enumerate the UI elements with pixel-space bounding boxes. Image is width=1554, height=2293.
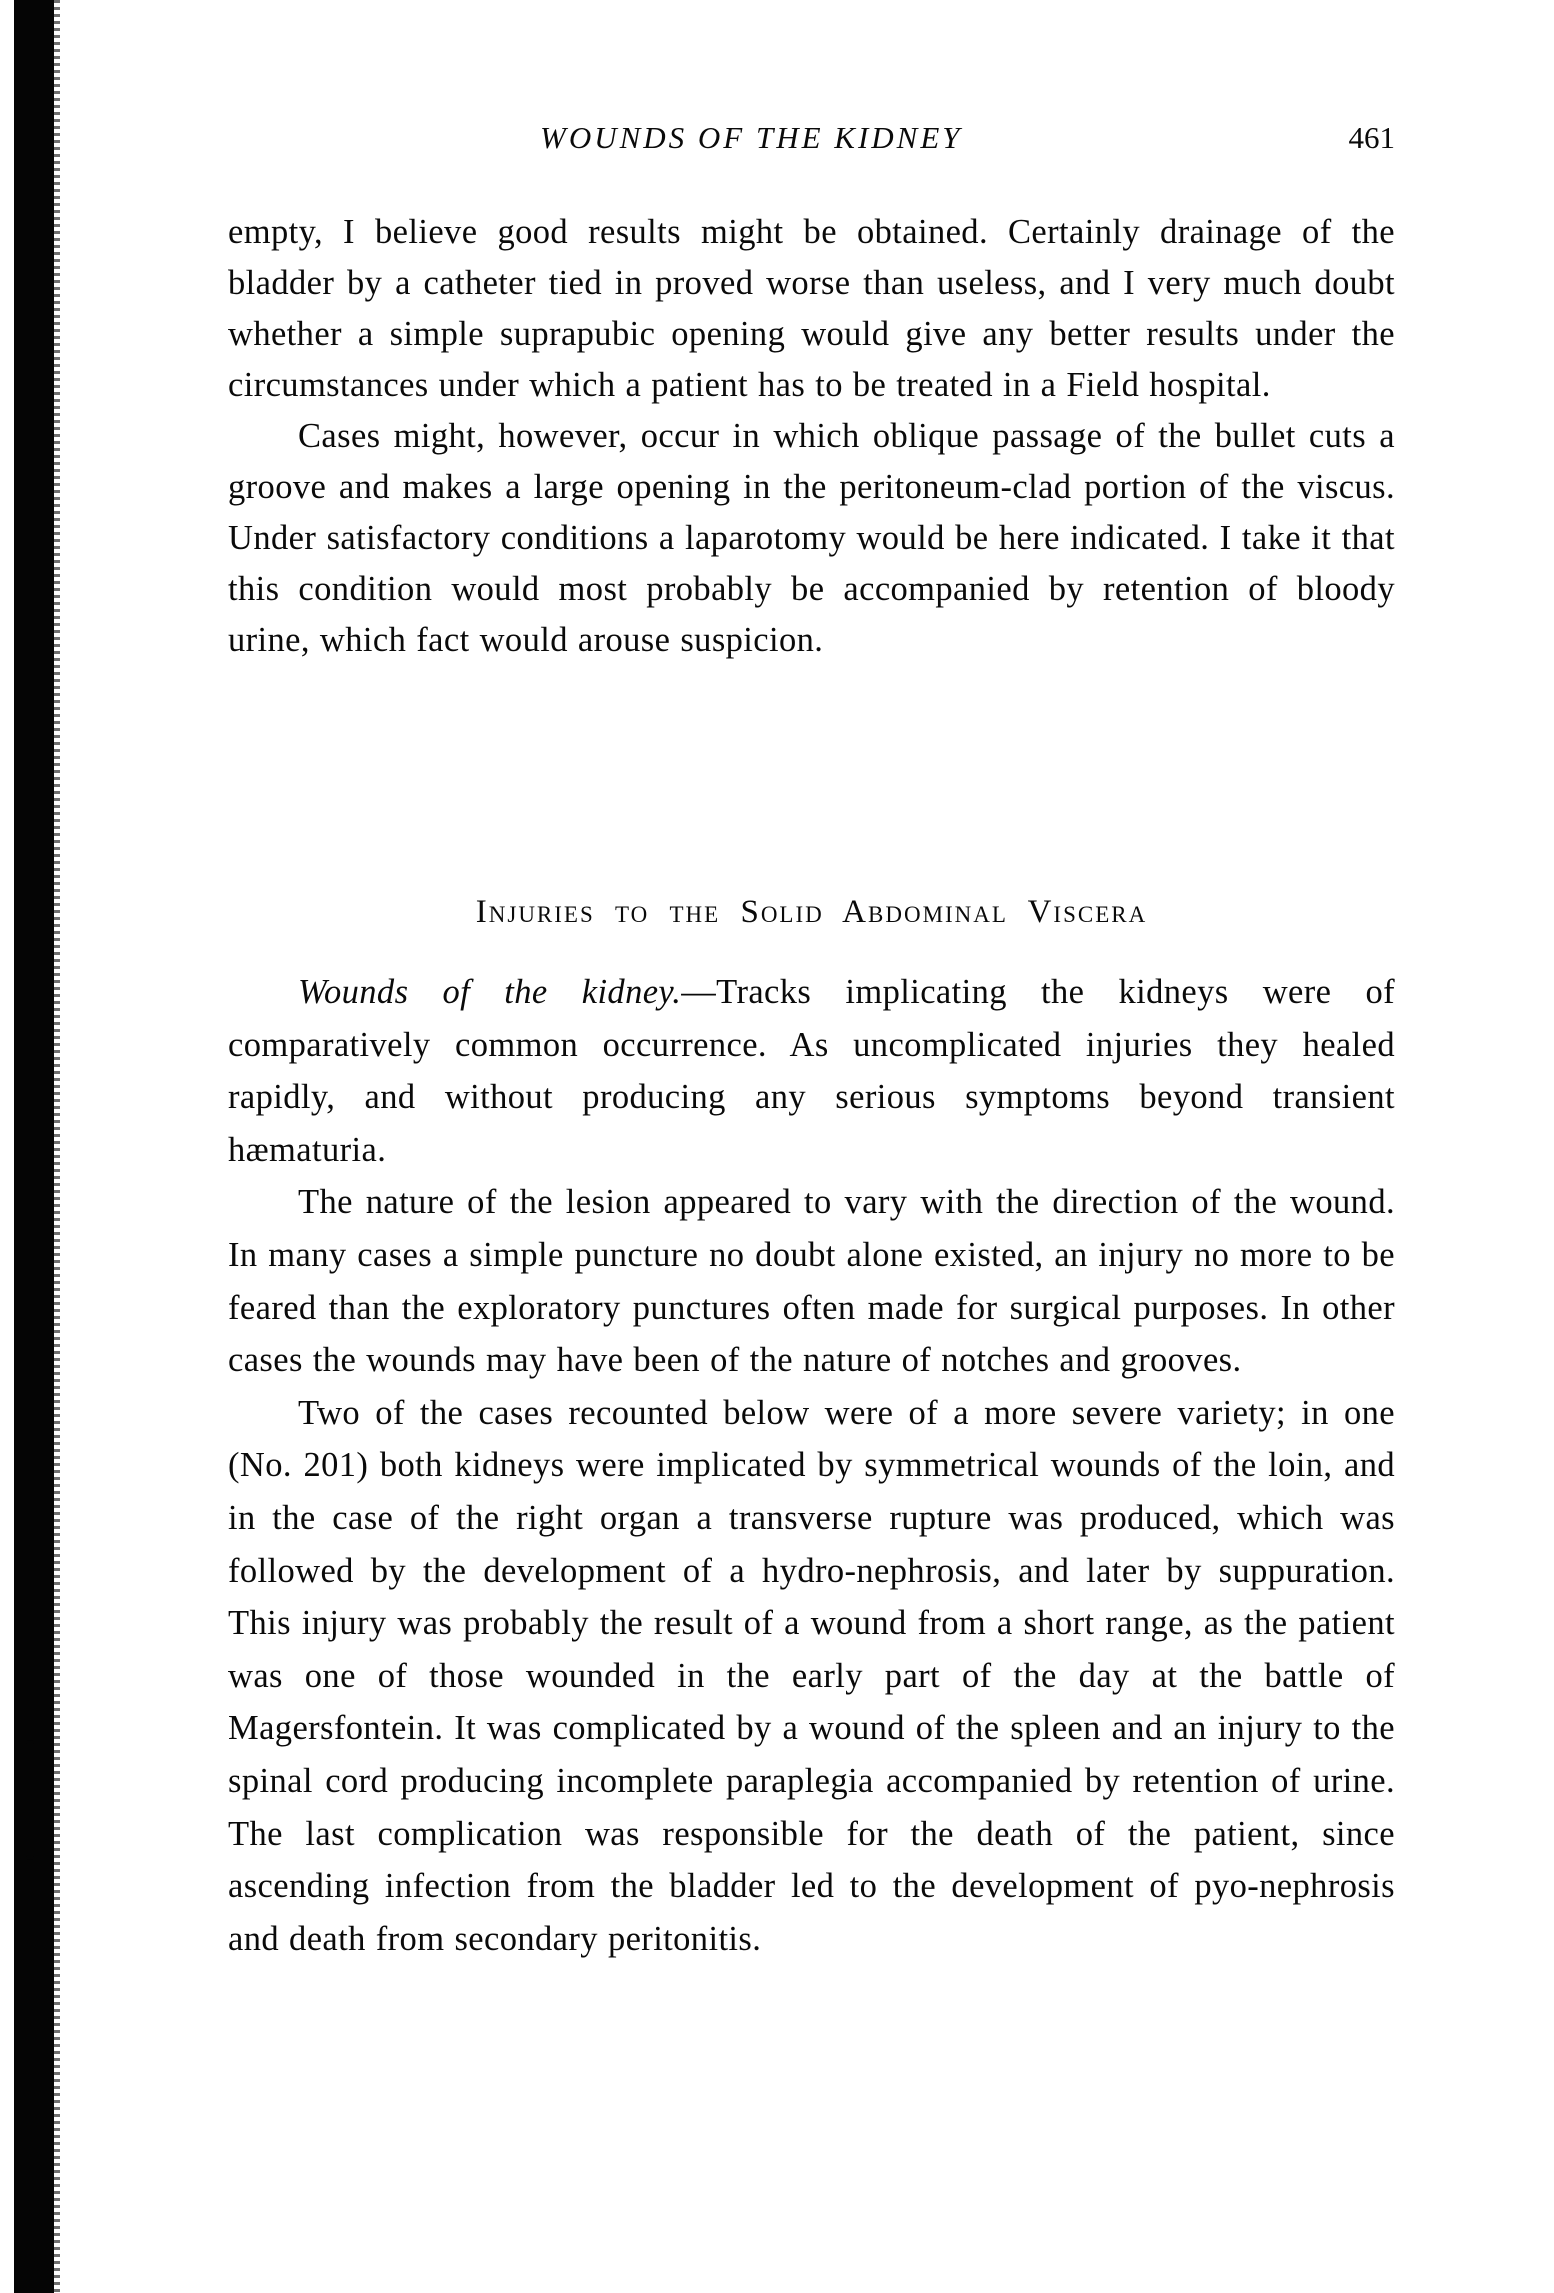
body-text-upper — [228, 207, 1395, 666]
running-head-title: WOUNDS OF THE KIDNEY — [540, 120, 963, 155]
page-binding-crease — [26, 1740, 34, 1860]
paragraph-two-cases: Two of the cases recounted below were of a more severe variety; in one (No. 201) both kidneys were implicated by symmetrical wounds of the loin, and in the case of the right organ a transverse rupture was produced, which was followed by the development of a hydro-nephrosis, and later by suppuration. This injury was probably the result of a wound from a short range, as the patient was one of those wounded in the early part of the day at the battle of Magersfontein. It was complicated by a wound of the spleen and an injury to the spinal cord producing incomplete paraplegia accompanied by retention of urine. The last complication was responsible for the death of the patient, since ascending infection from the bladder led to the development of pyo-nephrosis and death from secondary peritonitis. — [228, 1393, 1395, 1958]
paragraph-continued: empty, I believe good results might be obtained. Certainly drainage of the bladder by a catheter tied in proved worse than useless, and I very much doubt whether a simple suprapubic opening would give any better results under the circumstances under which a patient has to be treated in a Field hospital. — [228, 213, 1395, 404]
page-binding-edge — [14, 0, 54, 2293]
body-text-lower — [228, 966, 1395, 1965]
paragraph-nature-of-lesion: The nature of the lesion appeared to vary with the direction of the wound. In many cases a simple puncture no doubt alone existed, an injury no more to be feared than the exploratory punctures often made for surgical purposes. In other cases the wounds may have been of the nature of notches and grooves. — [228, 1183, 1395, 1380]
running-head — [228, 116, 1395, 160]
paragraph-cases-might: Cases might, however, occur in which oblique passage of the bullet cuts a groove and makes a large opening in the peritoneum-clad portion of the viscus. Under satisfactory conditions a laparotomy would be here indicated. I take it that this condition would most probably be accompanied by retention of bloody urine, which fact would arouse suspicion. — [228, 417, 1395, 659]
section-heading: Injuries to the Solid Abdominal Viscera — [475, 894, 1148, 930]
page-number: 461 — [1348, 120, 1395, 155]
paragraph-wounds-of-kidney — [228, 966, 1395, 1176]
paragraph-lead-text: —Tracks implicating the kidneys were of comparatively common occurrence. As uncomplicated injuries they healed rapidly, and without producing any serious symptoms beyond transient hæmaturia. — [228, 973, 1395, 1169]
paragraph-lead-italic: Wounds of the kidney. — [298, 973, 682, 1011]
